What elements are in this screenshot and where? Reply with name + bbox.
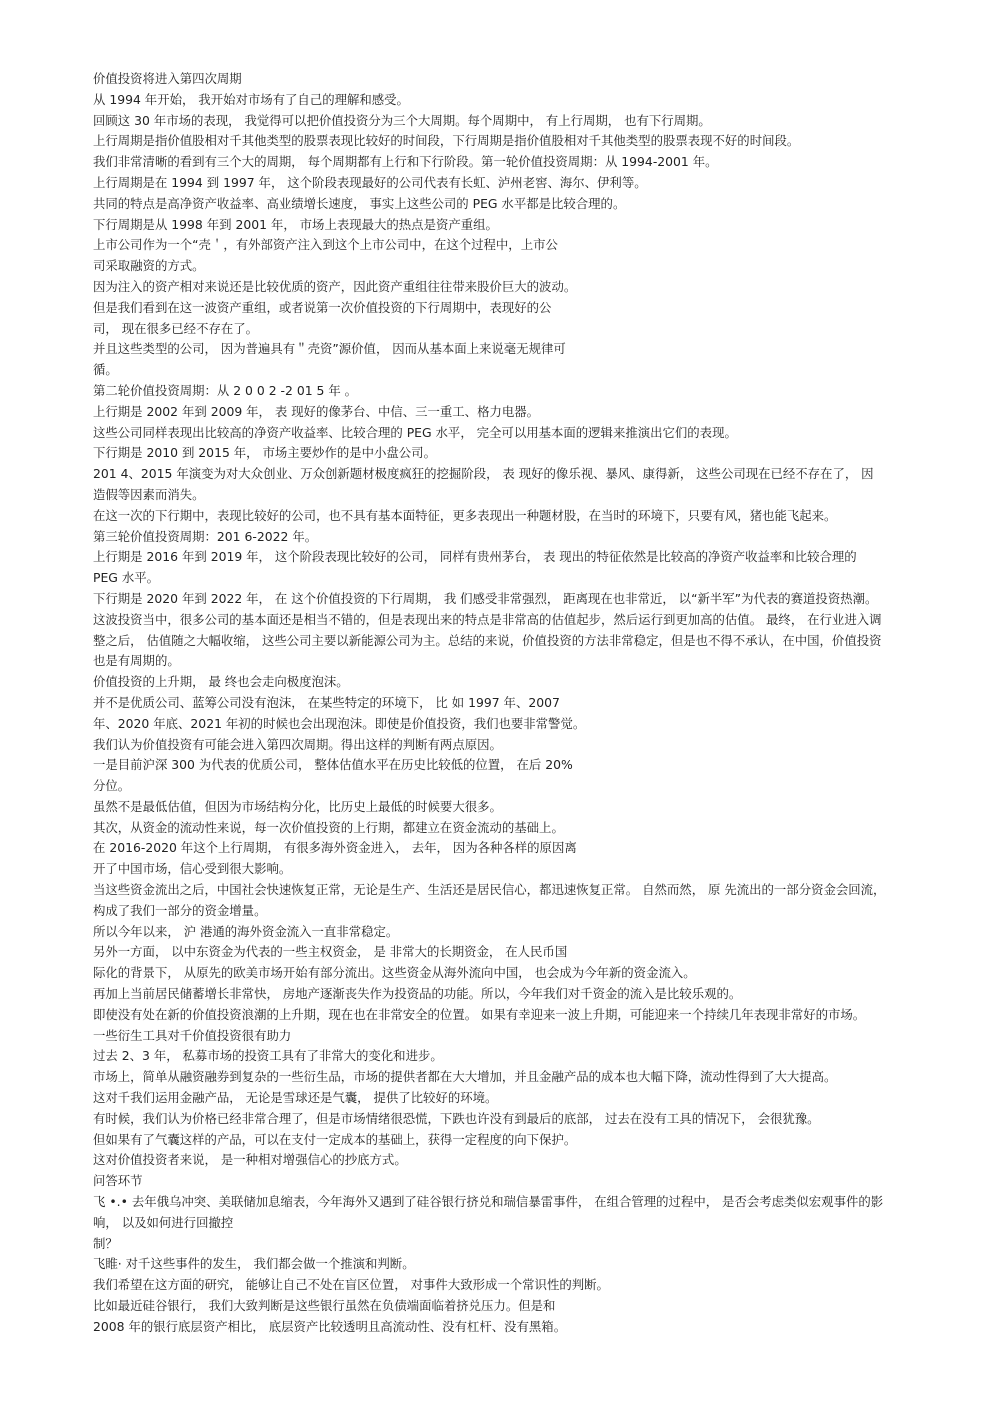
text-line: 我们认为价值投资有可能会进入第四次周期。得出这样的判断有两点原因。: [93, 736, 502, 752]
text-line: 市场上，简单从融资融券到复杂的一些衍生品，市场的提供者都在大大增加，并且金融产品的成本也大幅下降，流动性得到了大大提高。: [93, 1069, 837, 1085]
text-line: 一些衍生工具对千价值投资很有助力: [93, 1027, 292, 1043]
text-line: 比如最近硅谷银行， 我们大致判断是这些银行虽然在负债端面临着挤兑压力。但是和: [93, 1298, 556, 1314]
text-line: 另外一方面， 以中东资金为代表的一些主权资金， 是 非常大的长期资金， 在人民币国: [93, 944, 568, 960]
text-line: 当这些资金流出之后，中国社会快速恢复正常，无论是生产、生活还是居民信心，都迅速恢复正常。 自然而然， 原 先流出的一部分资金会回流，: [93, 882, 886, 898]
text-line: 构成了我们一部分的资金增量。: [93, 902, 267, 918]
text-line: 过去 2、3 年， 私募市场的投资工具有了非常大的变化和进步。: [93, 1048, 443, 1064]
document-page: [93, 69, 945, 1338]
text-line: 但如果有了气囊这样的产品，可以在支付一定成本的基础上，获得一定程度的向下保护。: [93, 1131, 577, 1147]
text-line: 回顾这 30 年市场的表现， 我觉得可以把价值投资分为三个大周期。每个周期中， 有上行周期， 也有下行周期。: [93, 112, 711, 128]
text-line: 所以今年以来， 沪 港通的海外资金流入一直非常稳定。: [93, 923, 399, 939]
text-line: 这波投资当中，很多公司的基本面还是相当不错的，但是表现出来的特点是非常高的估值起步，然后运行到更加高的估值。 最终， 在行业进入调: [93, 611, 882, 627]
text-line: 其次，从资金的流动性来说，每一次价值投资的上行期，都建立在资金流动的基础上。: [93, 819, 564, 835]
text-line: 共同的特点是高净资产收益率、高业绩增长速度， 事实上这些公司的 PEG 水平都是比较合理的。: [93, 195, 626, 211]
text-line: 这对千我们运用金融产品， 无论是雪球还是气囊， 提供了比较好的环境。: [93, 1090, 498, 1106]
text-line: 我们非常清晰的看到有三个大的周期， 每个周期都有上行和下行阶段。第一轮价值投资周期：从 1994-2001 年。: [93, 154, 718, 170]
text-line: 这对价值投资者来说， 是一种相对增强信心的抄底方式。: [93, 1152, 407, 1168]
text-line: 造假等因素而消失。: [93, 486, 205, 502]
text-line: 飞睢· 对千这些事件的发生， 我们都会做一个推演和判断。: [93, 1256, 415, 1272]
text-line: 下行期是 2020 年到 2022 年， 在 这个价值投资的下行周期， 我 们感受非常强烈， 距离现在也非常近， 以“新半军”为代表的赛道投资热潮。: [93, 590, 878, 606]
text-line: 也是有周期的。: [93, 653, 180, 669]
text-line: 分位。: [93, 778, 131, 794]
text-line: 价值投资的上升期， 最 终也会走向极度泡沫。: [93, 674, 349, 690]
text-line: 但是我们看到在这一波资产重组，或者说第一次价值投资的下行周期中，表现好的公: [93, 299, 552, 315]
text-line: 有时候，我们认为价格已经非常合理了，但是市场情绪很恐慌，下跌也许没有到最后的底部， 过去在没有工具的情况下， 会很犹豫。: [93, 1110, 820, 1126]
text-line: 从 1994 年开始， 我开始对市场有了自己的理解和感受。: [93, 91, 409, 107]
text-line: 循。: [93, 362, 118, 378]
text-line: 下行周期是从 1998 年到 2001 年， 市场上表现最大的热点是资产重组。: [93, 216, 498, 232]
text-line: 201 4、2015 年演变为对大众创业、万众创新题材极度疯狂的挖掘阶段， 表 现好的像乐视、暴风、康得新， 这些公司现在已经不存在了， 因: [93, 466, 874, 482]
text-line: 整之后， 估值随之大幅收缩， 这些公司主要以新能源公司为主。总结的来说，价值投资的方法非常稳定，但是也不得不承认，在中国，价值投资: [93, 632, 882, 648]
text-line: 价值投资将进入第四次周期: [93, 71, 242, 86]
text-line: PEG 水平。: [93, 570, 160, 586]
text-line: 上市公司作为一个“壳＇，有外部资产注入到这个上市公司中，在这个过程中，上市公: [93, 237, 558, 253]
text-line: 第三轮价值投资周期：201 6-2022 年。: [93, 528, 318, 544]
text-line: 在这一次的下行期中，表现比较好的公司，也不具有基本面特征，更多表现出一种题材股，在当时的环境下，只要有风，猪也能飞起来。: [93, 507, 837, 523]
text-line: 再加上当前居民储蓄增长非常快， 房地产逐渐丧失作为投资品的功能。所以，今年我们对千资金的流入是比较乐观的。: [93, 986, 742, 1002]
text-line: 上行周期是在 1994 到 1997 年， 这个阶段表现最好的公司代表有长虹、泸州老窖、海尔、伊利等。: [93, 174, 647, 190]
text-line: 际化的背景下， 从原先的欧美市场开始有部分流出。这些资金从海外流向中国， 也会成为今年新的资金流入。: [93, 965, 696, 981]
text-line: 第二轮价值投资周期：从 2 0 0 2 -2 01 5 年 。: [93, 382, 358, 398]
text-line: 上行期是 2002 年到 2009 年， 表 现好的像茅台、中信、三一重工、格力电器。: [93, 403, 540, 419]
text-line: 即使没有处在新的价值投资浪潮的上升期，现在也在非常安全的位置。 如果有幸迎来一波上升期，可能迎来一个持续几年表现非常好的市场。: [93, 1006, 866, 1022]
text-line: 年、2020 年底、2021 年初的时候也会出现泡沫。即使是价值投资，我们也要非常警觉。: [93, 715, 586, 731]
text-line: 并不是优质公司、蓝筹公司没有泡沫， 在某些特定的环境下， 比 如 1997 年、2007: [93, 694, 560, 710]
text-line: 制？: [93, 1235, 118, 1251]
text-line: 虽然不是最低估值，但因为市场结构分化，比历史上最低的时候要大很多。: [93, 798, 502, 814]
text-line: 一是目前沪深 300 为代表的优质公司， 整体估值水平在历史比较低的位置， 在后 20%: [93, 757, 573, 773]
text-line: 这些公司同样表现出比较高的净资产收益率、比较合理的 PEG 水平， 完全可以用基本面的逻辑来推演出它们的表现。: [93, 424, 737, 440]
text-line: 我们希望在这方面的研究， 能够让自己不处在盲区位置， 对事件大致形成一个常识性的判断。: [93, 1277, 609, 1293]
text-line: 问答环节: [93, 1173, 143, 1189]
text-line: 在 2016-2020 年这个上行周期， 有很多海外资金进入， 去年， 因为各种各样的原因离: [93, 840, 577, 856]
text-line: 司采取融资的方式。: [93, 258, 205, 274]
text-line: 2008 年的银行底层资产相比， 底层资产比较透明且高流动性、没有杠杆、没有黑箱。: [93, 1318, 567, 1334]
text-line: 开了中国市场，信心受到很大影响。: [93, 861, 292, 877]
text-line: 上行期是 2016 年到 2019 年， 这个阶段表现比较好的公司， 同样有贵州茅台， 表 现出的特征依然是比较高的净资产收益率和比较合理的: [93, 549, 857, 565]
text-line: 下行期是 2010 到 2015 年， 市场主要炒作的是中小盘公司。: [93, 445, 436, 461]
text-line: 因为注入的资产相对来说还是比较优质的资产，因此资产重组往往带来股价巨大的波动。: [93, 278, 577, 294]
text-line: 飞 •.• 去年俄乌冲突、美联储加息缩表，今年海外又遇到了硅谷银行挤兑和瑞信暴雷事件， 在组合管理的过程中， 是否会考虑类似宏观事件的影: [93, 1194, 884, 1210]
text-line: 司， 现在很多已经不存在了。: [93, 320, 259, 336]
text-line: 上行周期是指价值股相对千其他类型的股票表现比较好的时间段，下行周期是指价值股相对千其他类型的股票表现不好的时间段。: [93, 133, 800, 149]
text-line: 响， 以及如何进行回撤控: [93, 1214, 234, 1230]
text-line: 并且这些类型的公司， 因为普遍具有＂壳资”源价值， 因而从基本面上来说毫无规律可: [93, 341, 566, 357]
